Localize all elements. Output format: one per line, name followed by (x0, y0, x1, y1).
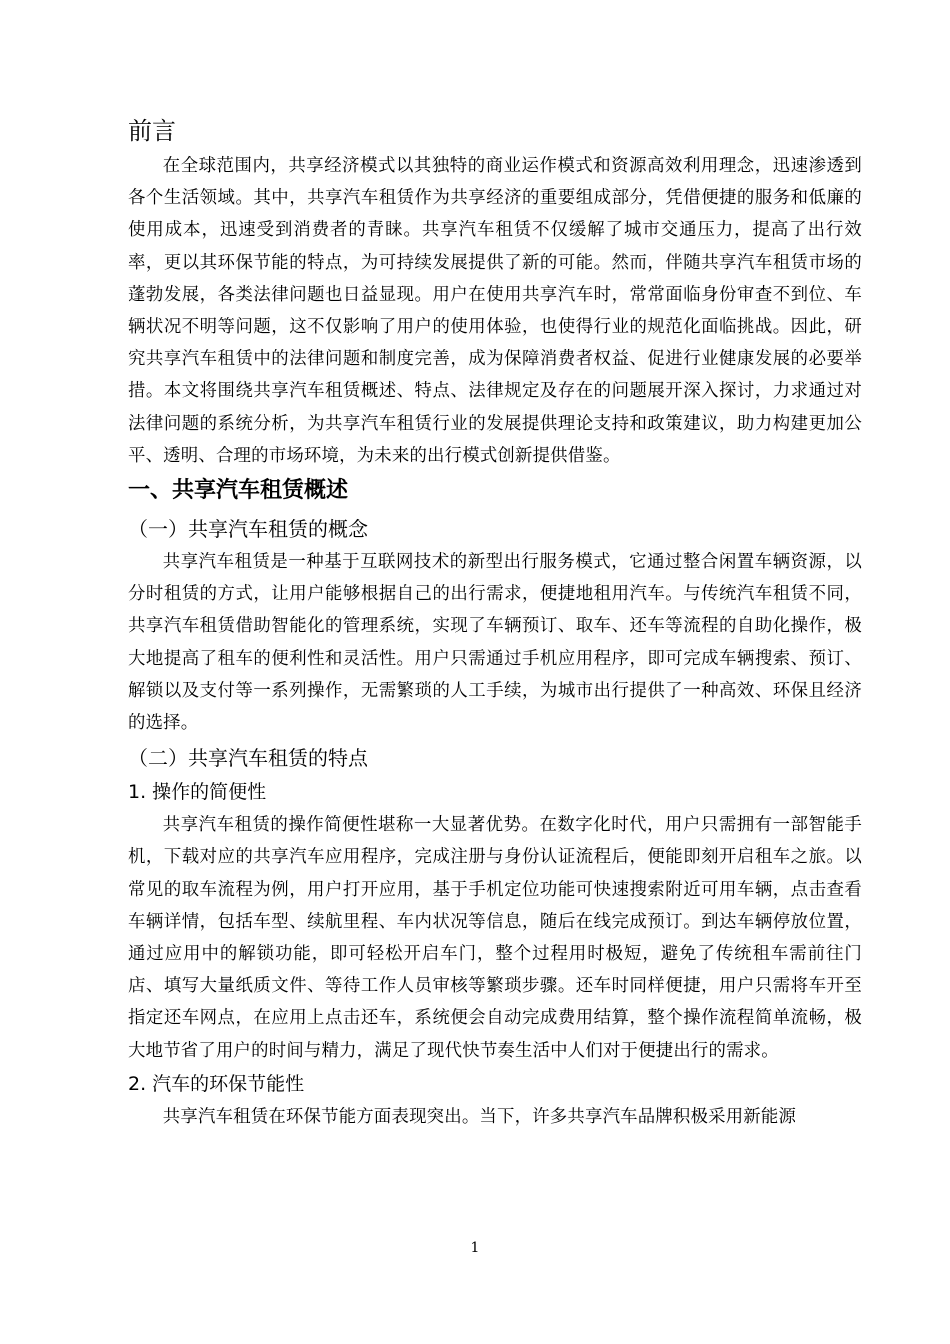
preface-heading: 前言 (128, 117, 176, 145)
document-page (128, 112, 862, 1133)
subsection2-heading: 2. 汽车的环保节能性 (128, 1072, 305, 1095)
subsection1-paragraph: 共享汽车租赁的操作简便性堪称一大显著优势。在数字化时代，用户只需拥有一部智能手机，下载对应的共享汽车应用程序，完成注册与身份认证流程后，便能即刻开启租车之旅。以常见的取车流程为例，用户打开应用，基于手机定位功能可快速搜索附近可用车辆，点击查看车辆详情，包括车型、续航里程、车内状况等信息，随后在线完成预订。到达车辆停放位置，通过应用中的解锁功能，即可轻松开启车门，整个过程用时极短，避免了传统租车需前往门店、填写大量纸质文件、等待工作人员审核等繁琐步骤。还车时同样便捷，用户只需将车开至指定还车网点，在应用上点击还车，系统便会自动完成费用结算，整个操作流程简单流畅，极大地节省了用户的时间与精力，满足了现代快节奏生活中人们对于便捷出行的需求。 (128, 815, 862, 1061)
page-number: 1 (470, 1240, 480, 1256)
section1-heading: （一）共享汽车租赁的概念 (128, 517, 368, 542)
section1-paragraph: 共享汽车租赁是一种基于互联网技术的新型出行服务模式，它通过整合闲置车辆资源，以分时租赁的方式，让用户能够根据自己的出行需求，便捷地租用汽车。与传统汽车租赁不同，共享汽车租赁借助智能化的管理系统，实现了车辆预订、取车、还车等流程的自助化操作，极大地提高了租车的便利性和灵活性。用户只需通过手机应用程序，即可完成车辆搜索、预订、解锁以及支付等一系列操作，无需繁琐的人工手续，为城市出行提供了一种高效、环保且经济的选择。 (128, 552, 862, 734)
subsection1-heading: 1. 操作的简便性 (128, 781, 267, 804)
subsection2-paragraph: 共享汽车租赁在环保节能方面表现突出。当下，许多共享汽车品牌积极采用新能源 (162, 1106, 797, 1127)
chapter1-heading: 一、共享汽车租赁概述 (128, 478, 349, 504)
preface-paragraph: 在全球范围内，共享经济模式以其独特的商业运作模式和资源高效利用理念，迅速渗透到各个生活领域。其中，共享汽车租赁作为共享经济的重要组成部分，凭借便捷的服务和低廉的使用成本，迅速受到消费者的青睐。共享汽车租赁不仅缓解了城市交通压力，提高了出行效率，更以其环保节能的特点，为可持续发展提供了新的可能。然而，伴随共享汽车租赁市场的蓬勃发展，各类法律问题也日益显现。用户在使用共享汽车时，常常面临身份审查不到位、车辆状况不明等问题，这不仅影响了用户的使用体验，也使得行业的规范化面临挑战。因此，研究共享汽车租赁中的法律问题和制度完善，成为保障消费者权益、促进行业健康发展的必要举措。本文将围绕共享汽车租赁概述、特点、法律规定及存在的问题展开深入探讨，力求通过对法律问题的系统分析，为共享汽车租赁行业的发展提供理论支持和政策建议，助力构建更加公平、透明、合理的市场环境，为未来的出行模式创新提供借鉴。 (128, 156, 862, 466)
section2-heading: （二）共享汽车租赁的特点 (128, 746, 368, 771)
